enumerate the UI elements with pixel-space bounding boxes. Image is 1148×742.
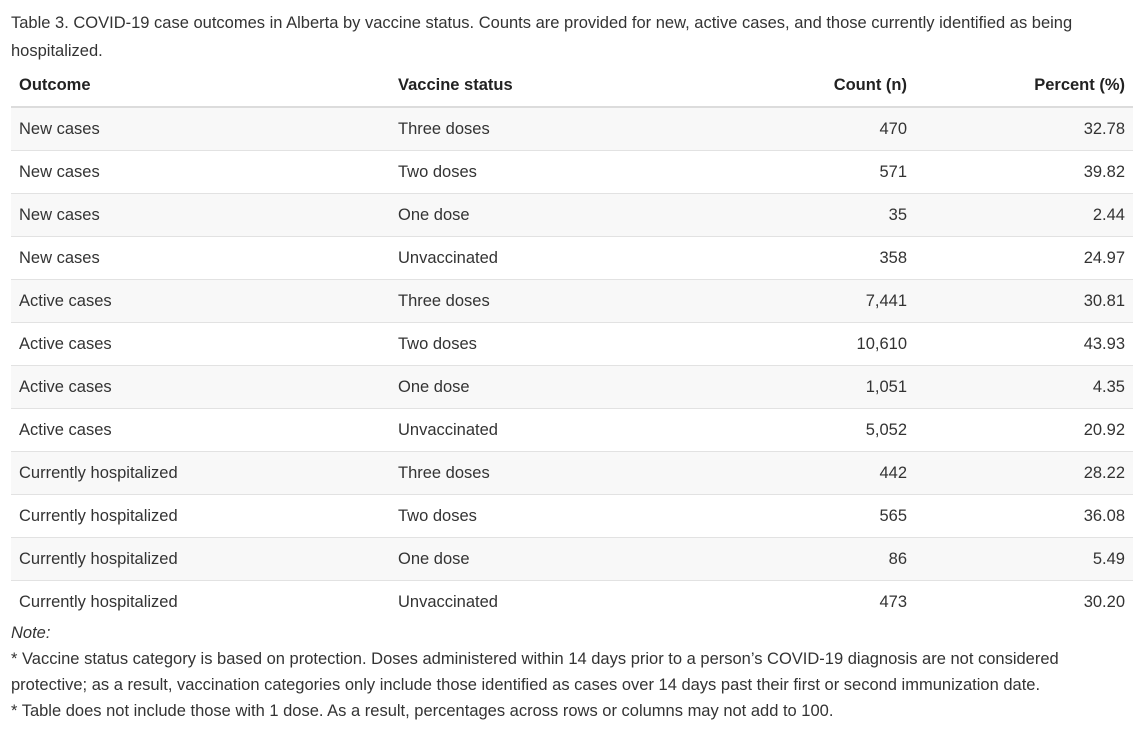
cell-percent: 2.44 xyxy=(915,194,1133,237)
outcomes-table xyxy=(11,64,1133,623)
cell-count: 470 xyxy=(736,107,915,151)
cell-vaccine-status: One dose xyxy=(390,194,736,237)
cell-percent: 5.49 xyxy=(915,538,1133,581)
note-line: * Table does not include those with 1 dose. As a result, percentages across rows or columns may not add to 100. xyxy=(11,702,834,720)
cell-count: 473 xyxy=(736,581,915,624)
cell-count: 565 xyxy=(736,495,915,538)
cell-count: 35 xyxy=(736,194,915,237)
cell-vaccine-status: Two doses xyxy=(390,323,736,366)
header-count: Count (n) xyxy=(736,64,915,107)
cell-percent: 20.92 xyxy=(915,409,1133,452)
cell-outcome: Currently hospitalized xyxy=(11,538,390,581)
cell-count: 442 xyxy=(736,452,915,495)
header-vaccine-status: Vaccine status xyxy=(390,64,736,107)
cell-percent: 30.81 xyxy=(915,280,1133,323)
cell-count: 5,052 xyxy=(736,409,915,452)
table-row xyxy=(11,237,1133,280)
cell-outcome: Active cases xyxy=(11,280,390,323)
cell-outcome: Currently hospitalized xyxy=(11,495,390,538)
cell-count: 7,441 xyxy=(736,280,915,323)
header-row xyxy=(11,64,1133,107)
table-caption: Table 3. COVID-19 case outcomes in Alberta by vaccine status. Counts are provided for new, active cases, and those currently identified as being hospitalized. xyxy=(11,14,1073,60)
cell-outcome: New cases xyxy=(11,194,390,237)
table-row xyxy=(11,194,1133,237)
table-row xyxy=(11,323,1133,366)
cell-outcome: Active cases xyxy=(11,323,390,366)
table-row xyxy=(11,366,1133,409)
cell-count: 358 xyxy=(736,237,915,280)
cell-outcome: Active cases xyxy=(11,409,390,452)
table-row xyxy=(11,409,1133,452)
cell-count: 1,051 xyxy=(736,366,915,409)
table-row xyxy=(11,280,1133,323)
cell-percent: 43.93 xyxy=(915,323,1133,366)
cell-vaccine-status: Two doses xyxy=(390,151,736,194)
cell-percent: 4.35 xyxy=(915,366,1133,409)
cell-percent: 24.97 xyxy=(915,237,1133,280)
cell-outcome: New cases xyxy=(11,107,390,151)
cell-count: 86 xyxy=(736,538,915,581)
cell-percent: 39.82 xyxy=(915,151,1133,194)
cell-vaccine-status: Three doses xyxy=(390,107,736,151)
note-title: Note: xyxy=(11,624,51,642)
cell-vaccine-status: Three doses xyxy=(390,280,736,323)
header-outcome: Outcome xyxy=(11,64,390,107)
table-row xyxy=(11,151,1133,194)
table-body xyxy=(11,107,1133,623)
table-row xyxy=(11,538,1133,581)
cell-vaccine-status: Three doses xyxy=(390,452,736,495)
header-percent: Percent (%) xyxy=(915,64,1133,107)
note-line: * Vaccine status category is based on protection. Doses administered within 14 days prior to a person’s COVID-19 diagnosis are not considered protective; as a result, vaccination categories only include those identified as cases over 14 days past their first or second immunization date. xyxy=(11,650,1059,694)
cell-outcome: New cases xyxy=(11,237,390,280)
cell-vaccine-status: Unvaccinated xyxy=(390,581,736,624)
note xyxy=(11,620,1131,724)
cell-outcome: New cases xyxy=(11,151,390,194)
table-row xyxy=(11,452,1133,495)
table-row xyxy=(11,581,1133,624)
cell-count: 571 xyxy=(736,151,915,194)
cell-outcome: Active cases xyxy=(11,366,390,409)
cell-percent: 36.08 xyxy=(915,495,1133,538)
cell-vaccine-status: One dose xyxy=(390,538,736,581)
cell-vaccine-status: Unvaccinated xyxy=(390,409,736,452)
cell-percent: 30.20 xyxy=(915,581,1133,624)
cell-vaccine-status: Unvaccinated xyxy=(390,237,736,280)
cell-outcome: Currently hospitalized xyxy=(11,452,390,495)
table-row xyxy=(11,107,1133,151)
cell-outcome: Currently hospitalized xyxy=(11,581,390,624)
cell-count: 10,610 xyxy=(736,323,915,366)
cell-vaccine-status: One dose xyxy=(390,366,736,409)
table-row xyxy=(11,495,1133,538)
cell-percent: 28.22 xyxy=(915,452,1133,495)
cell-vaccine-status: Two doses xyxy=(390,495,736,538)
table-header xyxy=(11,64,1133,107)
cell-percent: 32.78 xyxy=(915,107,1133,151)
